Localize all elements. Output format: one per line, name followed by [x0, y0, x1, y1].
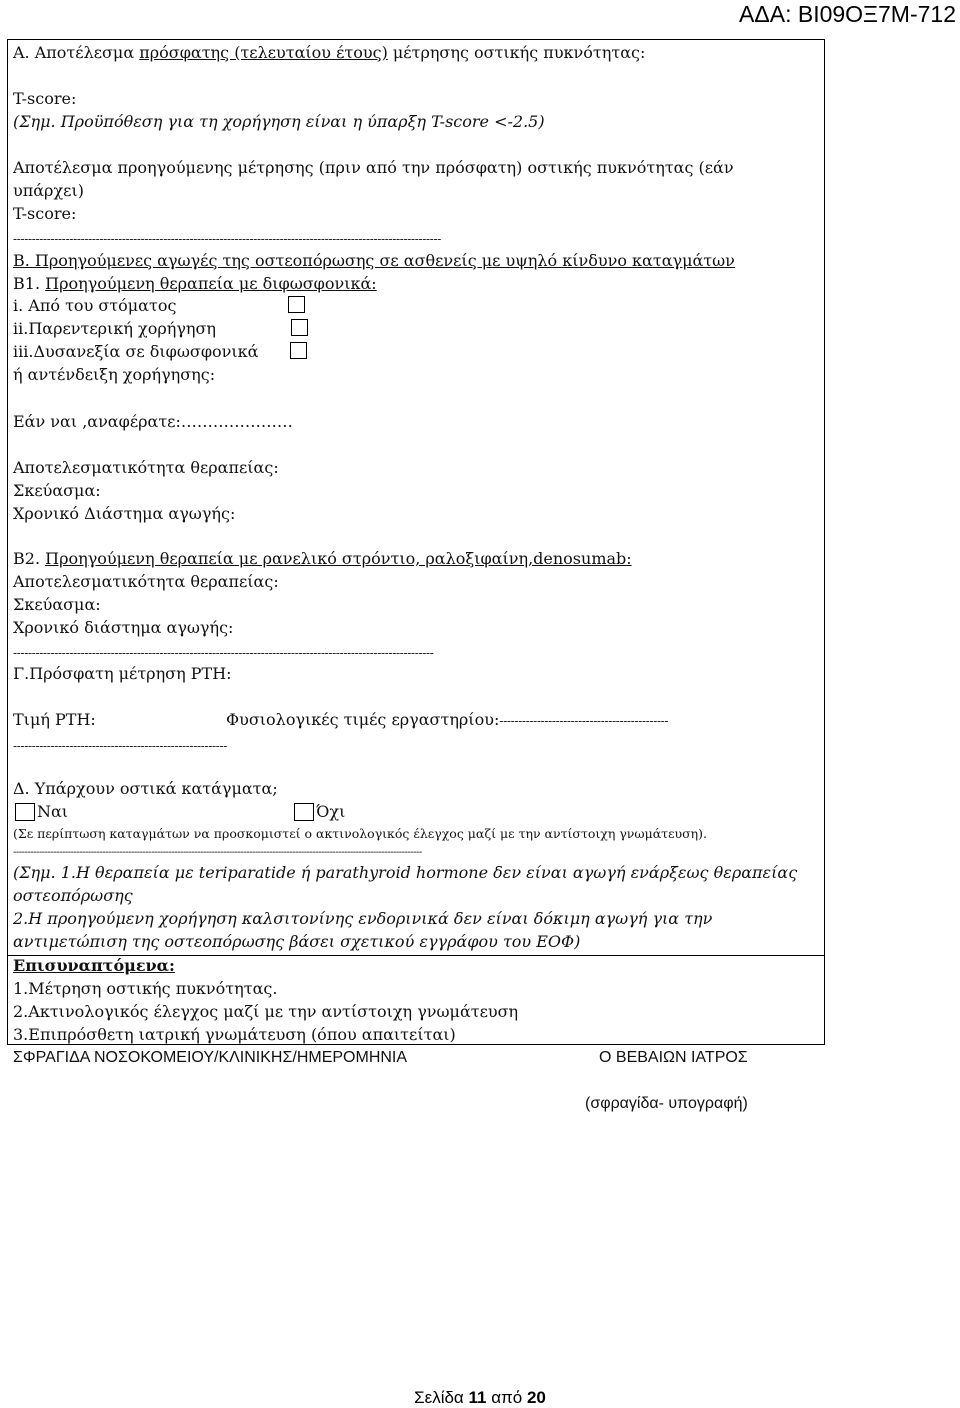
b2-duration-label: Χρονικό διάστημα αγωγής:: [13, 618, 234, 637]
attachment-item-3: 3.Επιπρόσθετη ιατρική γνωμάτευση (όπου απαιτείται): [13, 1025, 456, 1044]
page-footer: [0, 1388, 960, 1408]
hospital-stamp-label: ΣΦΡΑΓΙΔΑ ΝΟΣΟΚΟΜΕΙΟΥ/ΚΛΙΝΙΚΗΣ/ΗΜΕΡΟΜΗΝΙΑ: [13, 1049, 408, 1066]
attachment-item-1: 1.Μέτρηση οστικής πυκνότητας.: [13, 979, 278, 998]
b1-preparation-label: Σκεύασμα:: [13, 481, 101, 500]
b2-title-text: Προηγούμενη θεραπεία με ρανελικό στρόντιο, ραλοξιφαίνη,denosumab:: [45, 549, 632, 568]
section-d-title: Δ. Υπάρχουν οστικά κατάγματα;: [13, 779, 278, 798]
option-intolerance-label: iii.Δυσανεξία σε διφωσφονικά: [13, 342, 259, 361]
section-a-title: [13, 42, 645, 64]
page-total: 20: [526, 1388, 546, 1407]
parenteral-checkbox[interactable]: [291, 319, 308, 336]
b2-effectiveness-label: Αποτελεσματικότητα θεραπείας:: [13, 572, 279, 591]
page-mid: από: [486, 1388, 527, 1407]
separator-line: ----------------------------------------------------------------------------------------------------------------: [13, 646, 434, 660]
b2-prefix: Β2.: [13, 549, 46, 568]
b1-effectiveness-label: Αποτελεσματικότητα θεραπείας:: [13, 458, 279, 477]
page-prefix: Σελίδα: [414, 1388, 469, 1407]
b1-title: Β1. Προηγούμενη θεραπεία με διφωσφονικά:: [13, 274, 377, 293]
normal-values-label: [226, 709, 668, 732]
section-a-title-underlined: πρόσφατης (τελευταίου έτους): [139, 43, 388, 62]
fractures-no-label: Όχι: [316, 802, 346, 821]
pth-continuation-line: ---------------------------------------------------------: [13, 739, 228, 753]
option-parenteral-label: ii.Παρεντερική χορήγηση: [13, 319, 216, 338]
note-line3: 2.Η προηγούμενη χορήγηση καλσιτονίνης ενδορινικά δεν είναι δόκιμη αγωγή για την: [13, 909, 713, 928]
attachment-item-2: 2.Ακτινολογικός έλεγχος μαζί με την αντίστοιχη γνωμάτευση: [13, 1002, 519, 1021]
b1-duration-label: Χρονικό Διάστημα αγωγής:: [13, 504, 236, 523]
page-number: 11: [468, 1388, 487, 1407]
section-c-title: Γ.Πρόσφατη μέτρηση PTH:: [13, 664, 232, 683]
section-a-title-suffix: μέτρησης οστικής πυκνότητας:: [387, 43, 646, 62]
note-line2: οστεοπόρωσης: [13, 886, 133, 905]
previous-measurement-line1: Αποτέλεσμα προηγούμενης μέτρησης (πριν από την πρόσφατη) οστικής πυκνότητας (εάν: [13, 158, 734, 177]
doctor-signature-note: (σφραγίδα- υπογραφή): [585, 1095, 748, 1112]
note-line4: αντιμετώπιση της οστεοπόρωσης βάσει σχετικού εγγράφου του ΕΟΦ): [13, 932, 581, 951]
normal-values-dashes: ---------------------------------------------: [499, 714, 669, 728]
separator-line: ------------------------------------------------------------------------------------------------------------------: [13, 232, 442, 246]
separator-line: ----------------------------------------------------------------------------------------------------------------------------------------------: [13, 847, 422, 858]
fractures-note: (Σε περίπτωση καταγμάτων να προσκομιστεί ο ακτινολογικός έλεγχος μαζί με την αντίστοιχη γνωμάτευση).: [13, 826, 708, 841]
doctor-label: Ο ΒΕΒΑΙΩΝ ΙΑΤΡΟΣ: [599, 1049, 748, 1066]
normal-values-text: Φυσιολογικές τιμές εργαστηρίου:: [226, 710, 500, 729]
ada-code: ΑΔΑ: ΒΙ09ΟΞ7Μ-712: [739, 1, 956, 27]
option-oral-label: i. Από του στόματος: [13, 296, 177, 315]
tscore-note: (Σημ. Προϋπόθεση για τη χορήγηση είναι η ύπαρξη T-score <-2.5): [13, 112, 545, 131]
note-line1: (Σημ. 1.Η θεραπεία με teriparatide ή parathyroid hormone δεν είναι αγωγή ενάρξεως θεραπείας: [13, 863, 798, 882]
previous-tscore-label: T-score:: [13, 204, 77, 223]
b2-preparation-label: Σκεύασμα:: [13, 595, 101, 614]
b2-title: [13, 548, 632, 570]
intolerance-checkbox[interactable]: [290, 342, 307, 359]
fractures-yes-label: Ναι: [37, 802, 69, 821]
tscore-label: T-score:: [13, 89, 77, 108]
section-a-title-prefix: Α. Αποτέλεσμα: [13, 43, 140, 62]
option-intolerance-label-2: ή αντένδειξη χορήγησης:: [13, 365, 216, 384]
attachments-title: Επισυναπτόμενα:: [13, 956, 175, 975]
previous-measurement-line2: υπάρχει): [13, 181, 84, 200]
fractures-no-checkbox[interactable]: [294, 803, 314, 821]
oral-checkbox[interactable]: [288, 296, 305, 313]
b1-title-text: Προηγούμενη θεραπεία με διφωσφονικά:: [45, 274, 377, 293]
section-b-title: Β. Προηγούμενες αγωγές της οστεοπόρωσης σε ασθενείς με υψηλό κίνδυνο καταγμάτων: [13, 251, 735, 270]
fractures-yes-checkbox[interactable]: [15, 803, 35, 821]
pth-value-label: Τιμή PTH:: [13, 710, 96, 729]
if-yes-label: Εάν ναι ,αναφέρατε:…………………: [13, 412, 293, 431]
